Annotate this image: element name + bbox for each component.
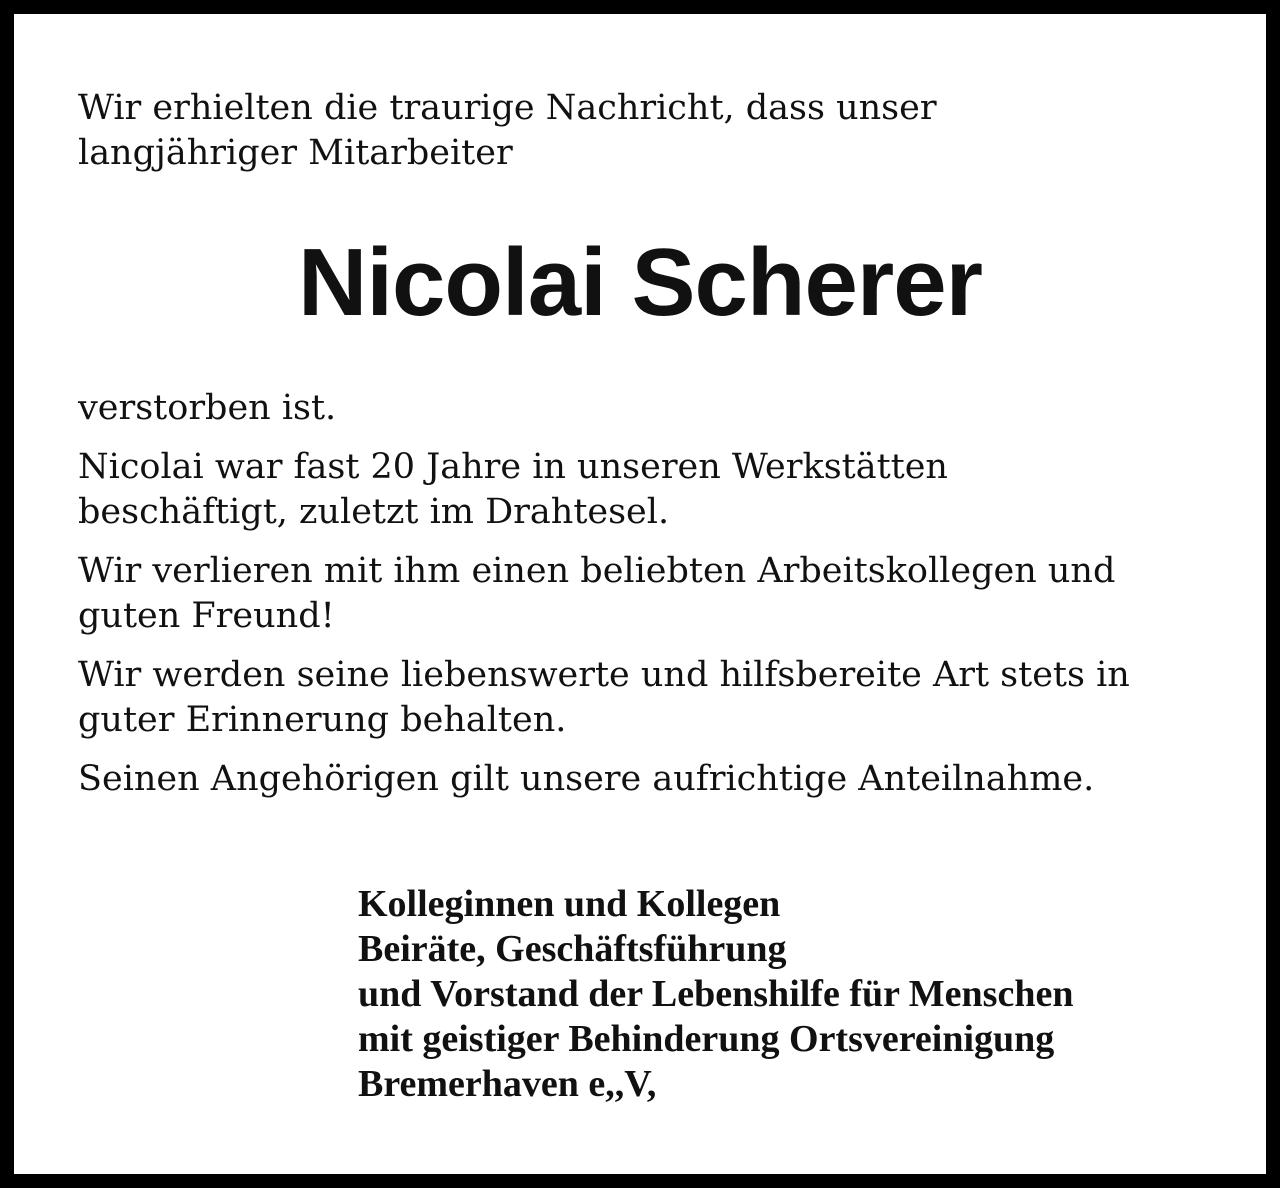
paragraph-death (78, 386, 1238, 431)
signature-line: mit geistiger Behinderung Ortsvereinigung (358, 1018, 1055, 1060)
paragraph-line: Wir verlieren mit ihm einen beliebten Arbeitskollegen und (78, 551, 1116, 591)
notice-body (78, 386, 1238, 816)
signature-line: und Vorstand der Lebenshilfe für Menschen (358, 973, 1074, 1015)
obituary-notice (14, 14, 1266, 1174)
paragraph-line: Wir werden seine liebenswerte und hilfsbereite Art stets in (78, 655, 1130, 695)
paragraph-employment (78, 445, 1238, 535)
paragraph-line: Seinen Angehörigen gilt unsere aufrichtige Anteilnahme. (78, 759, 1095, 799)
signature-line: Bremerhaven e,,V, (358, 1063, 657, 1105)
paragraph-line: verstorben ist. (78, 388, 337, 428)
paragraph-memory (78, 653, 1238, 743)
paragraph-condolence (78, 757, 1238, 802)
paragraph-line: beschäftigt, zuletzt im Drahtesel. (78, 492, 670, 532)
paragraph-loss (78, 549, 1238, 639)
intro-text (78, 86, 1218, 176)
paragraph-line: Nicolai war fast 20 Jahre in unseren Werkstätten (78, 447, 948, 487)
signature-line: Beiräte, Geschäftsführung (358, 928, 787, 970)
paragraph-line: guter Erinnerung behalten. (78, 700, 567, 740)
intro-line: langjähriger Mitarbeiter (78, 133, 513, 173)
deceased-name: Nicolai Scherer (298, 229, 982, 336)
intro-line: Wir erhielten die traurige Nachricht, dass unser (78, 88, 937, 128)
paragraph-line: guten Freund! (78, 596, 335, 636)
signature-block (358, 882, 1248, 1107)
signature-line: Kolleginnen und Kollegen (358, 883, 781, 925)
